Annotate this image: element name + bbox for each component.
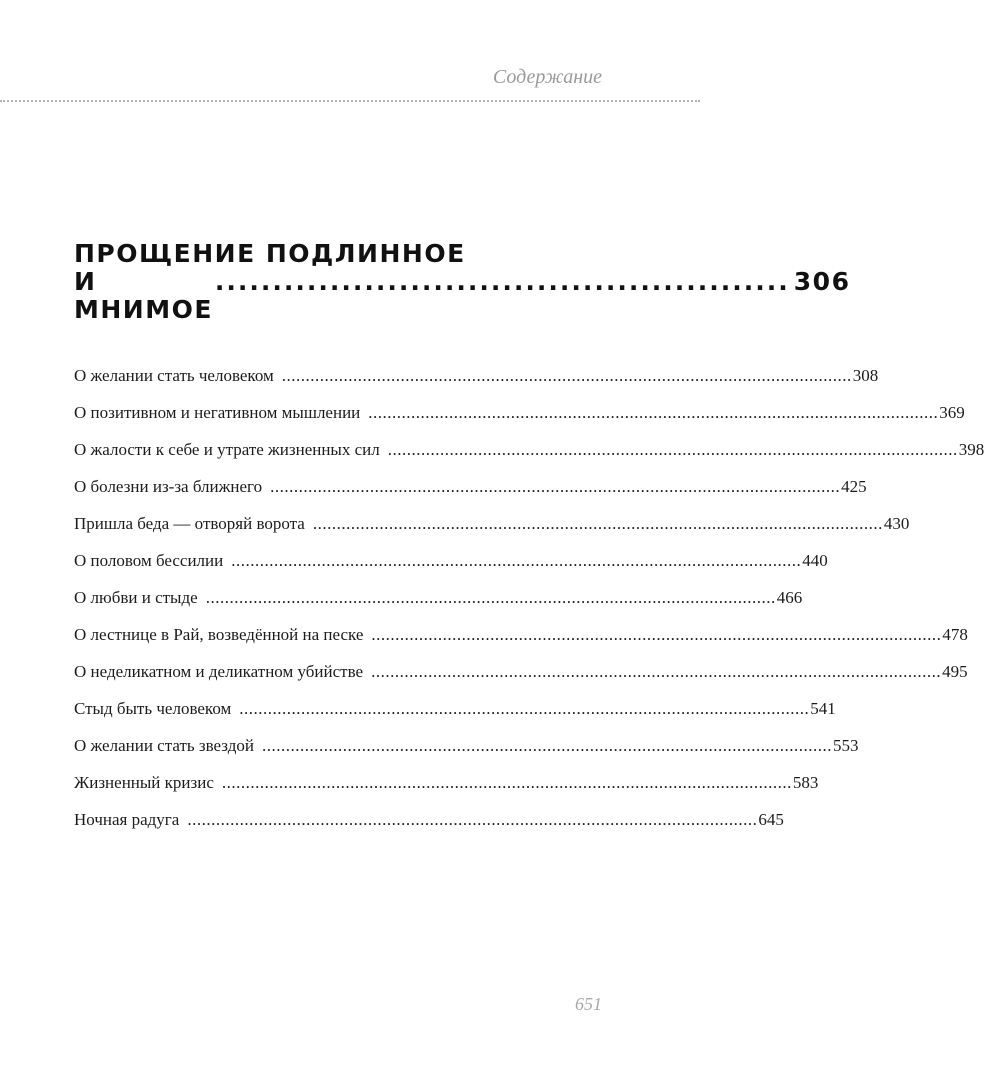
toc-dot-leader: ........................................................................................................................ bbox=[231, 551, 802, 570]
toc-entry-page: 478 bbox=[942, 625, 968, 644]
toc-dot-leader: ........................................................................................................................ bbox=[221, 773, 792, 792]
section-title-line-2-row bbox=[74, 267, 851, 324]
section-title-line-1: ПРОЩЕНИЕ ПОДЛИННОЕ bbox=[74, 239, 466, 268]
toc-list bbox=[74, 366, 984, 847]
toc-dot-leader: ........................................................................................................................ bbox=[270, 477, 841, 496]
toc-entry-page: 425 bbox=[841, 477, 867, 496]
toc-dot-leader: ........................................................................................................................ bbox=[387, 440, 958, 459]
toc-entry bbox=[74, 551, 828, 588]
toc-entry bbox=[74, 810, 784, 847]
toc-entry bbox=[74, 477, 867, 514]
toc-entry-title: Жизненный кризис bbox=[74, 773, 214, 792]
toc-entry-page: 541 bbox=[810, 699, 836, 718]
toc-entry bbox=[74, 625, 968, 662]
toc-entry-title: О любви и стыде bbox=[74, 588, 198, 607]
toc-dot-leader: ........................................................................................................................ bbox=[368, 403, 939, 422]
toc-entry-page: 430 bbox=[883, 514, 910, 533]
toc-entry-title: О лестнице в Рай, возведённой на песке bbox=[74, 625, 364, 644]
toc-entry bbox=[74, 403, 965, 440]
toc-entry-page: 398 bbox=[958, 440, 984, 459]
toc-entry-title: О желании стать звездой bbox=[74, 736, 254, 755]
toc-entry bbox=[74, 662, 968, 699]
toc-entry bbox=[74, 588, 803, 625]
toc-entry-title: О неделикатном и деликатном убийстве bbox=[74, 662, 364, 681]
running-head-title: Содержание bbox=[492, 66, 602, 88]
toc-dot-leader: ........................................................................................................................ bbox=[312, 514, 883, 533]
toc-entry-page: 553 bbox=[832, 736, 859, 755]
toc-dot-leader: ........................................................................................................................ bbox=[371, 662, 942, 681]
toc-entry-page: 308 bbox=[852, 366, 879, 385]
toc-dot-leader: ........................................................................................................................ bbox=[281, 366, 852, 385]
section-dot-leader: .................................................. bbox=[214, 267, 790, 296]
toc-entry bbox=[74, 699, 836, 736]
toc-entry-title: Ночная радуга bbox=[74, 810, 180, 829]
toc-entry-title: О половом бессилии bbox=[74, 551, 224, 570]
toc-entry-page: 645 bbox=[758, 810, 784, 829]
toc-entry-title: О жалости к себе и утрате жизненных сил bbox=[74, 440, 380, 459]
toc-entry bbox=[74, 514, 910, 551]
toc-entry bbox=[74, 440, 984, 477]
toc-entry bbox=[74, 773, 819, 810]
toc-dot-leader: ........................................................................................................................ bbox=[261, 736, 832, 755]
toc-dot-leader: ........................................................................................................................ bbox=[187, 810, 758, 829]
toc-entry-title: О позитивном и негативном мышлении bbox=[74, 403, 361, 422]
toc-entry-page: 583 bbox=[792, 773, 819, 792]
toc-entry-title: Стыд быть человеком bbox=[74, 699, 232, 718]
toc-entry-title: О желании стать человеком bbox=[74, 366, 274, 385]
toc-entry-title: О болезни из-за ближнего bbox=[74, 477, 263, 496]
toc-entry bbox=[74, 736, 859, 773]
toc-dot-leader: ........................................................................................................................ bbox=[205, 588, 776, 607]
toc-dot-leader: ........................................................................................................................ bbox=[371, 625, 942, 644]
toc-entry-title: Пришла беда — отворяй ворота bbox=[74, 514, 305, 533]
section-page-number: 306 bbox=[793, 267, 851, 296]
header-dotted-rule bbox=[0, 100, 700, 102]
toc-entry-page: 466 bbox=[776, 588, 803, 607]
toc-entry bbox=[74, 366, 879, 403]
toc-dot-leader: ........................................................................................................................ bbox=[239, 699, 810, 718]
toc-entry-page: 495 bbox=[942, 662, 968, 681]
page-number: 651 bbox=[575, 994, 602, 1014]
toc-entry-page: 440 bbox=[802, 551, 828, 570]
section-heading bbox=[74, 239, 851, 324]
toc-entry-page: 369 bbox=[939, 403, 965, 422]
section-title-line-2: И МНИМОЕ bbox=[74, 267, 213, 324]
